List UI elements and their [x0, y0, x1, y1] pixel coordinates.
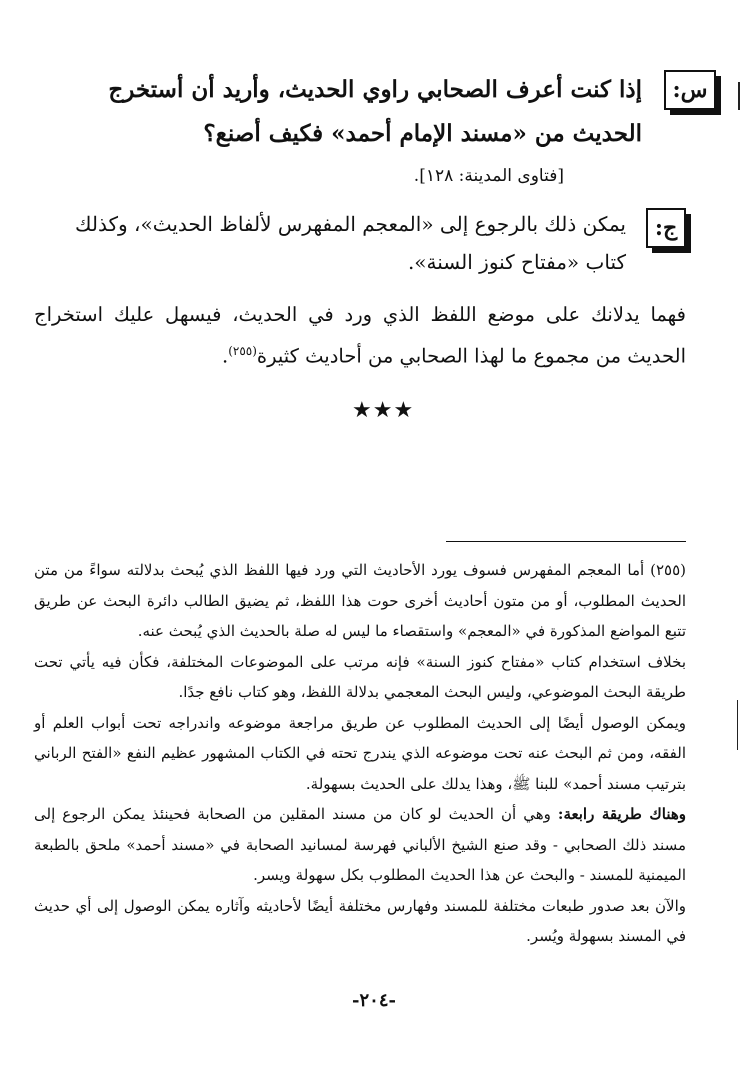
- footnote-reference: (٢٥٥): [228, 344, 257, 358]
- footnote-paragraph: [34, 799, 686, 891]
- answer-text: يمكن ذلك بالرجوع إلى «المعجم المفهرس لألفاظ الحديث»، وكذلك كتاب «مفتاح كنوز السنة».: [75, 212, 626, 274]
- footnote-block: [34, 555, 686, 952]
- footnote-text: وهي أن الحديث لو كان من مسند المقلين من الصحابة فحينئذ يمكن الرجوع إلى مسند ذلك الصحابي - وقد صنع الشيخ الألباني فهرسة لمسانيد الصحابة في «مسند أحمد» ملحق بالطبعة الميمنية للمسند - والبحث عن هذا الحديث المطلوب بكل سهولة ويسر.: [34, 805, 686, 884]
- question-marker: س:: [664, 70, 716, 110]
- footnote-rule: [446, 541, 686, 542]
- footnote-paragraph: بخلاف استخدام كتاب «مفتاح كنوز السنة» فإنه مرتب على الموضوعات المختلفة، فكأن فيه يأتي تحت طريقة البحث الموضوعي، وليس البحث المعجمي بدلالة اللفظ، وهو كتاب نافع جدًا.: [34, 652, 686, 701]
- paragraph-text: فهما يدلانك على موضع اللفظ الذي ورد في الحديث، فيسهل عليك استخراج الحديث من مجموع ما لهذا الصحابي من أحاديث كثيرة: [34, 303, 686, 368]
- page-number: -٢٠٤-: [352, 990, 396, 1011]
- footnote-paragraph: والآن بعد صدور طبعات مختلفة للمسند وفهارس مختلفة أيضًا لأحاديثه وآثاره يمكن الوصول إلى أي حديث في المسند بسهولة ويُسر.: [34, 896, 687, 945]
- scan-edge-mark: [737, 700, 738, 750]
- scan-edge-mark: [738, 82, 740, 110]
- footnote-paragraph: (٢٥٥) أما المعجم المفهرس فسوف يورد الأحاديث التي ورد فيها اللفظ الذي يُبحث بدلالته سواءً من متن الحديث المطلوب، أو من متون أحاديث أخرى حوت هذا اللفظ، ثم يضيق الطالب دائرة البحث عن طريق تتبع المواضع المذكورة في «المعجم» واستقصاء ما ليس له صلة بالحديث الذي يُبحث عنه.: [34, 561, 686, 640]
- section-separator: ★★★: [352, 398, 415, 423]
- question-text: إذا كنت أعرف الصحابي راوي الحديث، وأريد أن أستخرج الحديث من «مسند الإمام أحمد» فكيف أصنع؟: [108, 76, 642, 147]
- answer-marker: ج:: [646, 208, 686, 248]
- question-reference: [فتاوى المدينة: ١٢٨].: [413, 166, 564, 186]
- main-paragraph: فهما يدلانك على موضع اللفظ الذي ورد في الحديث، فيسهل عليك استخراج الحديث من مجموع ما لهذا الصحابي من أحاديث كثيرة$^{(٢٥٥)}$.: [34, 303, 686, 368]
- footnote-paragraph: ويمكن الوصول أيضًا إلى الحديث المطلوب عن طريق مراجعة موضوعه واندراجه تحت أبواب العلم أو الفقه، ومن ثم البحث عنه تحت موضوعه الذي يندرج تحته في الكتاب المشهور عظيم النفع «الفتح الرباني بترتيب مسند أحمد» للبنا ﷺ، وهذا يدلك على الحديث بسهولة.: [34, 713, 686, 793]
- footnote-bold-lead: وهناك طريقة رابعة:: [557, 805, 686, 823]
